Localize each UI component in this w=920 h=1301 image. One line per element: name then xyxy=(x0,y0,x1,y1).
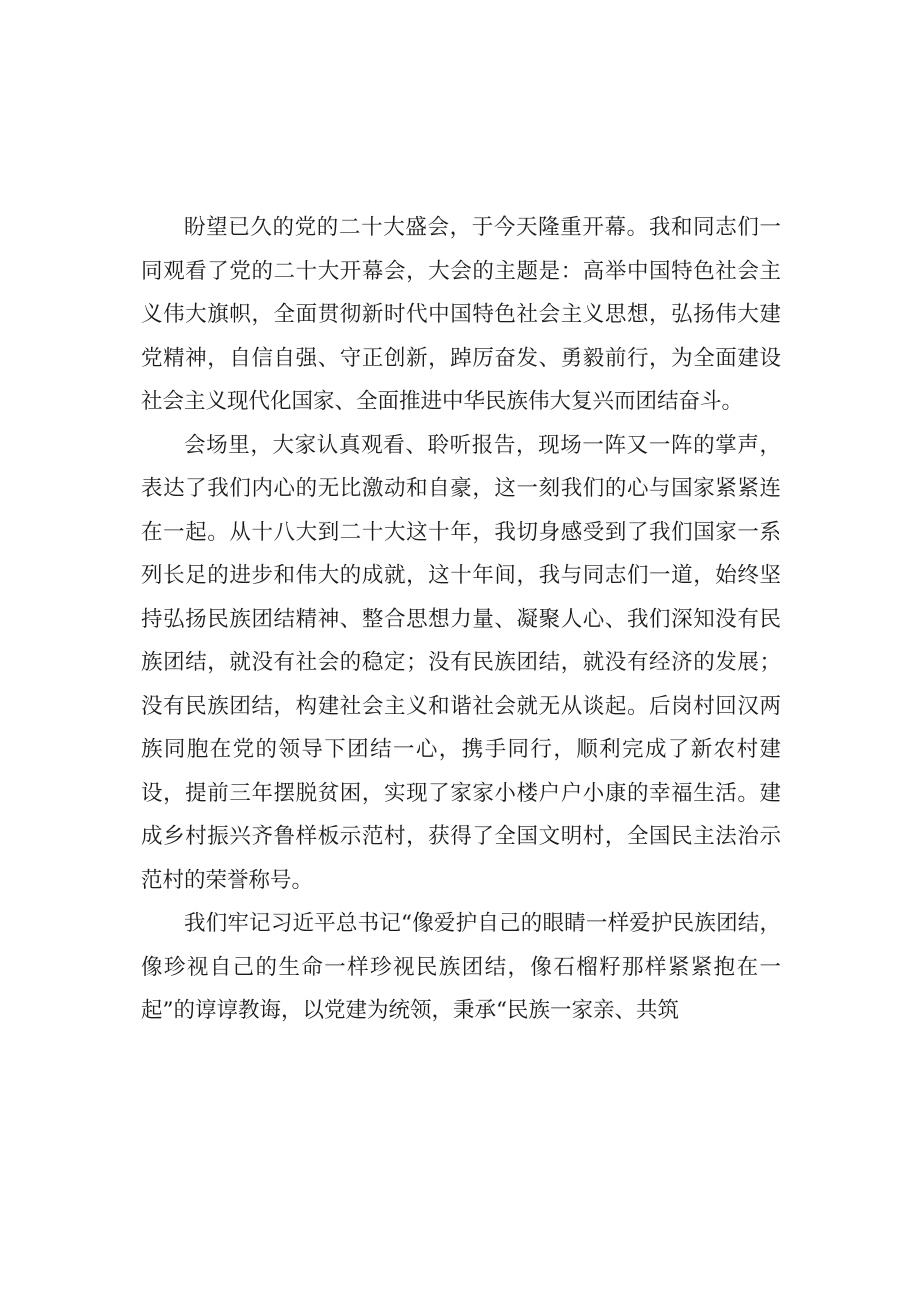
paragraph-1: 盼望已久的党的二十大盛会，于今天隆重开幕。我和同志们一同观看了党的二十大开幕会，大会的主题是：高举中国特色社会主义伟大旗帜，全面贯彻新时代中国特色社会主义思想，弘扬伟大建党精神，自信自强、守正创新，踔厉奋发、勇毅前行，为全面建设社会主义现代化国家、全面推进中华民族伟大复兴而团结奋斗。 xyxy=(141,215,781,414)
paragraph-2: 会场里，大家认真观看、聆听报告，现场一阵又一阵的掌声，表达了我们内心的无比激动和自豪，这一刻我们的心与国家紧紧连在一起。从十八大到二十大这十年，我切身感受到了我们国家一系列长足的进步和伟大的成就，这十年间，我与同志们一道，始终坚持弘扬民族团结精神、整合思想力量、凝聚人心、我们深知没有民族团结，就没有社会的稳定；没有民族团结，就没有经济的发展；没有民族团结，构建社会主义和谐社会就无从谈起。后岗村回汉两族同胞在党的领导下团结一心，携手同行，顺利完成了新农村建设，提前三年摆脱贫困，实现了家家小楼户户小康的幸福生活。建成乡村振兴齐鲁样板示范村，获得了全国文明村，全国民主法治示范村的荣誉称号。 xyxy=(141,432,781,893)
paragraph-3: 我们牢记习近平总书记“像爱护自己的眼睛一样爱护民族团结，像珍视自己的生命一样珍视民族团结，像石榴籽那样紧紧抱在一起”的谆谆教诲，以党建为统领，秉承“民族一家亲、共筑 xyxy=(141,911,781,1023)
body-text xyxy=(141,206,781,1033)
